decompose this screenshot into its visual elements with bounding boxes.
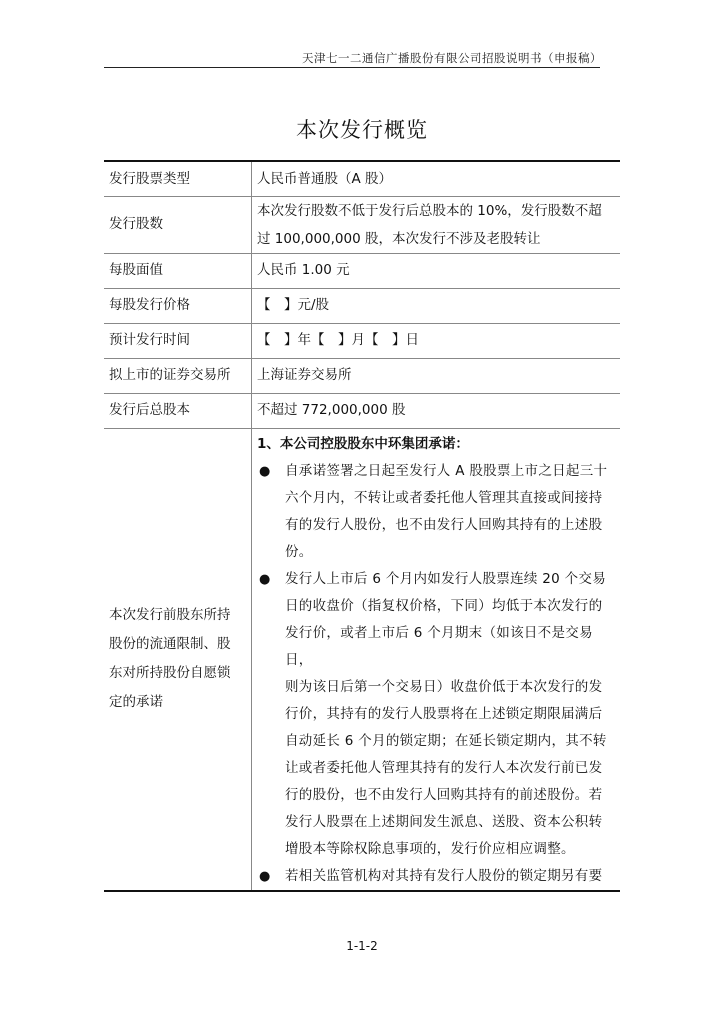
text-line: 行价，其持有的发行人股票将在上述锁定期限届满后 bbox=[285, 705, 603, 722]
table-row bbox=[104, 393, 620, 428]
label-line: 股份的流通限制、股 bbox=[109, 636, 231, 652]
row-value: 【 】年【 】月【 】日 bbox=[252, 323, 621, 358]
table-row bbox=[104, 196, 620, 253]
row-label: 发行股数 bbox=[104, 196, 252, 253]
offering-summary-table bbox=[104, 160, 620, 892]
text-line: 日的收盘价（指复权价格，下同）均低于本次发行的 bbox=[285, 597, 603, 614]
bullet-text bbox=[285, 863, 620, 890]
row-label: 发行后总股本 bbox=[104, 393, 252, 428]
page-number: 1-1-2 bbox=[346, 939, 378, 953]
bullet-dot-icon: ● bbox=[259, 463, 271, 479]
row-label: 每股面值 bbox=[104, 253, 252, 288]
text-line: 六个月内，不转让或者委托他人管理其直接或间接持 bbox=[285, 489, 603, 506]
row-value: 人民币普通股（A 股） bbox=[252, 161, 621, 196]
table-row bbox=[104, 323, 620, 358]
commitment-bullet bbox=[257, 458, 620, 566]
commitment-content bbox=[252, 428, 621, 891]
table-row bbox=[104, 253, 620, 288]
table-row bbox=[104, 288, 620, 323]
row-value: 不超过 772,000,000 股 bbox=[252, 393, 621, 428]
text-line: 行的股份，也不由发行人回购其持有的前述股份。若 bbox=[285, 786, 603, 803]
bullet-text bbox=[285, 458, 620, 566]
commitment-bullet bbox=[257, 566, 620, 863]
label-line: 定的承诺 bbox=[109, 694, 163, 710]
header-divider bbox=[104, 67, 600, 68]
value-line: 过 100,000,000 股，本次发行不涉及老股转让 bbox=[257, 230, 541, 247]
table-row bbox=[104, 358, 620, 393]
table-row bbox=[104, 428, 620, 891]
row-label: 每股发行价格 bbox=[104, 288, 252, 323]
text-line: 份。 bbox=[285, 543, 313, 560]
text-line: 让或者委托他人管理其持有的发行人本次发行前已发 bbox=[285, 759, 603, 776]
document-header: 天津七一二通信广播股份有限公司招股说明书（申报稿） bbox=[302, 51, 602, 65]
text-line: 则为该日后第一个交易日）收盘价低于本次发行的发 bbox=[285, 678, 603, 695]
text-line: 若相关监管机构对其持有发行人股份的锁定期另有要 bbox=[285, 867, 603, 884]
label-line: 东对所持股份自愿锁 bbox=[109, 665, 231, 681]
text-line: 有的发行人股份，也不由发行人回购其持有的上述股 bbox=[285, 516, 603, 533]
commitment-heading: 1、本公司控股股东中环集团承诺： bbox=[257, 435, 469, 452]
text-line: 增股本等除权除息事项的，发行价应相应调整。 bbox=[285, 840, 575, 857]
text-line: 发行价，或者上市后 6 个月期末（如该日不是交易日， bbox=[285, 624, 593, 668]
text-line: 发行人股票在上述期间发生派息、送股、资本公积转 bbox=[285, 813, 603, 830]
text-line: 自动延长 6 个月的锁定期；在延长锁定期内，其不转 bbox=[285, 732, 607, 749]
value-line: 本次发行股数不低于发行后总股本的 10%，发行股数不超 bbox=[257, 202, 602, 219]
row-label: 拟上市的证券交易所 bbox=[104, 358, 252, 393]
row-value bbox=[252, 196, 621, 253]
label-line: 本次发行前股东所持 bbox=[109, 607, 231, 623]
row-label: 发行股票类型 bbox=[104, 161, 252, 196]
bullet-text bbox=[285, 566, 620, 863]
page-title: 本次发行概览 bbox=[296, 118, 428, 142]
bullet-dot-icon: ● bbox=[259, 571, 271, 587]
bullet-dot-icon: ● bbox=[259, 868, 271, 884]
row-label: 预计发行时间 bbox=[104, 323, 252, 358]
text-line: 发行人上市后 6 个月内如发行人股票连续 20 个交易 bbox=[285, 570, 607, 587]
commitment-bullet bbox=[257, 863, 620, 890]
table-row bbox=[104, 161, 620, 196]
row-value: 人民币 1.00 元 bbox=[252, 253, 621, 288]
text-line: 自承诺签署之日起至发行人 A 股股票上市之日起三十 bbox=[285, 462, 608, 479]
commitment-label bbox=[104, 428, 252, 891]
row-value: 【 】元/股 bbox=[252, 288, 621, 323]
row-value: 上海证券交易所 bbox=[252, 358, 621, 393]
